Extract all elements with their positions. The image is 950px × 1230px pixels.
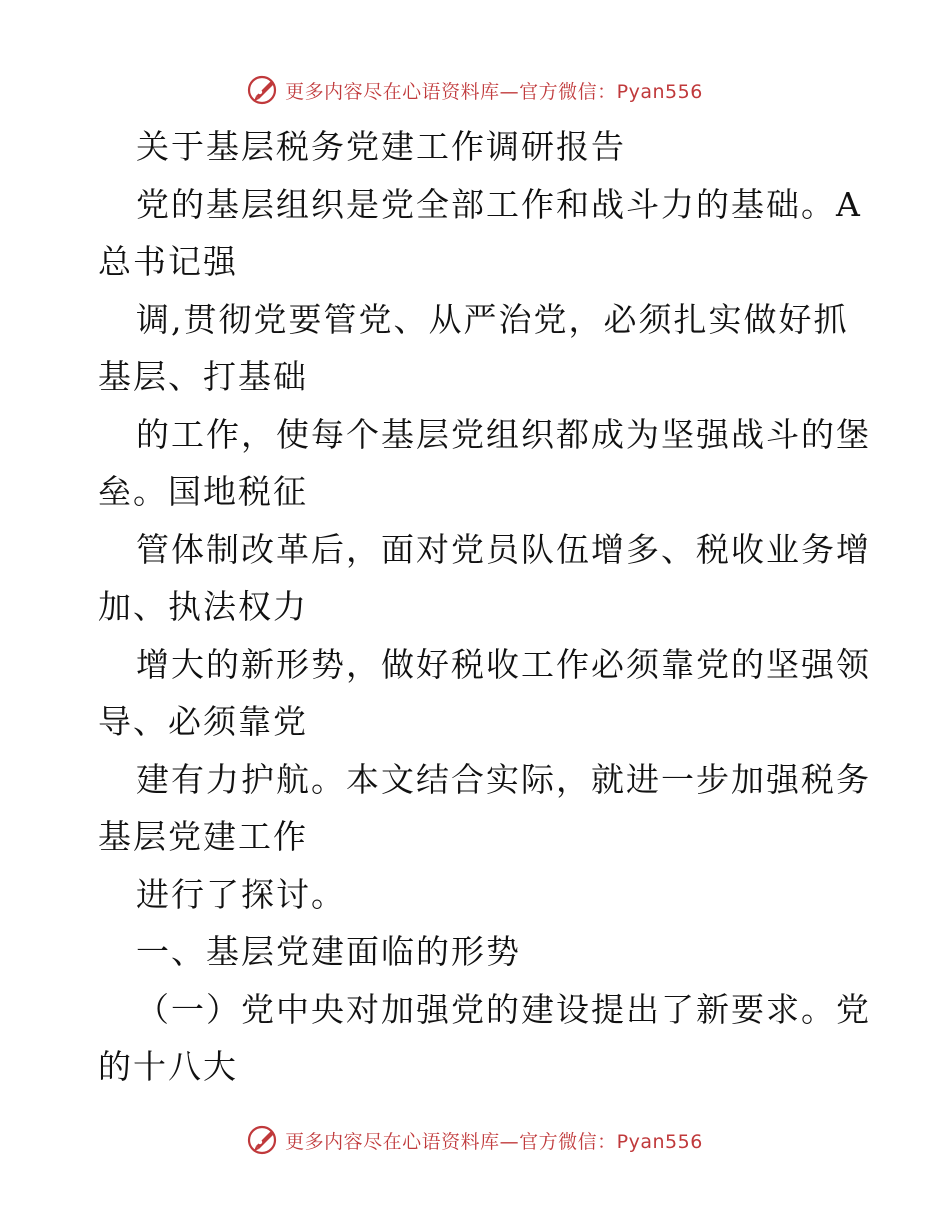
header-watermark-banner xyxy=(0,70,950,110)
footer-watermark-banner xyxy=(0,1120,950,1160)
paragraph-line: 管体制改革后，面对党员队伍增多、税收业务增 xyxy=(136,529,871,569)
subsection-heading: （一）党中央对加强党的建设提出了新要求。党 xyxy=(136,989,871,1029)
paragraph-line: 增大的新形势，做好税收工作必须靠党的坚强领 xyxy=(136,644,871,684)
paragraph-line: 调,贯彻党要管党、从严治党，必须扎实做好抓 xyxy=(136,299,849,339)
paragraph-line: 基层党建工作 xyxy=(98,817,308,856)
section-heading: 一、基层党建面临的形势 xyxy=(136,932,521,971)
paragraph-line: 的十八大 xyxy=(98,1047,238,1086)
paragraph-line: 垒。国地税征 xyxy=(98,472,308,511)
document-body xyxy=(98,118,871,1096)
paragraph-line: 的工作，使每个基层党组织都成为坚强战斗的堡 xyxy=(136,414,871,454)
doc-title: 关于基层税务党建工作调研报告 xyxy=(136,127,626,166)
paragraph-line: 总书记强 xyxy=(98,242,238,281)
paragraph-line: 导、必须靠党 xyxy=(98,702,308,741)
header-banner-text: 更多内容尽在心语资料库—官方微信：Pyan556 xyxy=(285,80,703,103)
paragraph-line: 进行了探讨。 xyxy=(136,874,346,914)
footer-banner-text: 更多内容尽在心语资料库—官方微信：Pyan556 xyxy=(285,1130,703,1153)
paragraph-line: 基层、打基础 xyxy=(98,357,308,396)
paragraph-line: 党的基层组织是党全部工作和战斗力的基础。A xyxy=(136,184,862,224)
quill-pen-badge-icon xyxy=(247,1123,281,1157)
paragraph-line: 建有力护航。本文结合实际，就进一步加强税务 xyxy=(136,759,871,799)
paragraph-line: 加、执法权力 xyxy=(98,587,308,626)
quill-pen-badge-icon xyxy=(247,73,281,107)
